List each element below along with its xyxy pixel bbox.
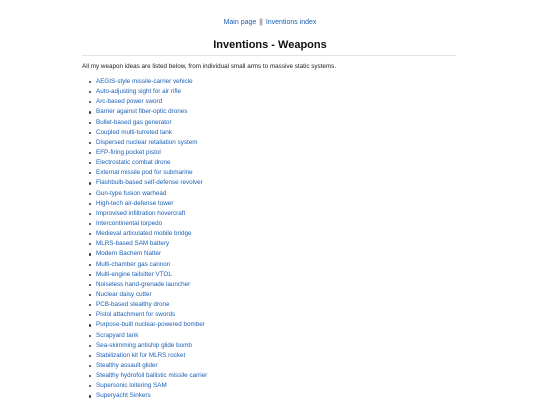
invention-link[interactable]: Dispersed nuclear retaliation system (96, 138, 198, 146)
bullet-icon (89, 111, 91, 113)
bullet-icon (89, 233, 91, 235)
invention-link[interactable]: Gun-type fusion warhead (96, 189, 167, 197)
bullet-icon (89, 385, 91, 387)
list-item (96, 107, 207, 117)
list-item (96, 189, 207, 199)
invention-link[interactable]: Supersonic loitering SAM (96, 382, 167, 390)
invention-link[interactable]: Medieval articulated mobile bridge (96, 230, 192, 238)
list-item (96, 280, 207, 290)
main-page-link[interactable]: Main page (223, 19, 257, 26)
list-item (96, 361, 207, 371)
list-item (96, 290, 207, 300)
bullet-icon (89, 193, 91, 195)
list-item (96, 391, 207, 401)
bullet-icon (89, 132, 91, 134)
list-item (96, 77, 207, 87)
weapons-list (86, 77, 207, 402)
invention-link[interactable]: Scrapyard tank (96, 331, 139, 339)
invention-link[interactable]: Sea-skimming antiship glide bomb (96, 341, 192, 349)
bullet-icon (89, 335, 91, 337)
bullet-icon (89, 152, 91, 154)
title-divider (82, 55, 456, 56)
list-item (96, 320, 207, 330)
invention-link[interactable]: Improvised infiltration hovercraft (96, 209, 186, 217)
list-item (96, 118, 207, 128)
list-item (96, 381, 207, 391)
list-item (96, 300, 207, 310)
bullet-icon (89, 324, 91, 326)
list-item (96, 260, 207, 270)
invention-link[interactable]: Multi-engine tailsitter VTOL (96, 270, 172, 278)
bullet-icon (89, 355, 91, 357)
bullet-icon (89, 345, 91, 347)
list-item (96, 229, 207, 239)
bullet-icon (89, 375, 91, 377)
bullet-icon (89, 223, 91, 225)
list-item (96, 87, 207, 97)
invention-link[interactable]: Barrier against fiber-optic drones (96, 108, 188, 116)
list-item (96, 249, 207, 259)
list-item (96, 97, 207, 107)
list-item (96, 219, 207, 229)
invention-link[interactable]: Nuclear daisy cutter (96, 290, 152, 298)
list-item (96, 209, 207, 219)
bullet-icon (89, 253, 91, 255)
list-item (96, 199, 207, 209)
bullet-icon (89, 243, 91, 245)
invention-link[interactable]: Electrostatic combat drone (96, 159, 171, 167)
list-item (96, 331, 207, 341)
top-navigation (0, 18, 540, 27)
list-item (96, 341, 207, 351)
bullet-icon (89, 365, 91, 367)
bullet-icon (89, 182, 91, 184)
invention-link[interactable]: Flashbulb-based self-defense revolver (96, 179, 203, 187)
bullet-icon (89, 294, 91, 296)
bullet-icon (89, 274, 91, 276)
invention-link[interactable]: Stabilization kit for MLRS rocket (96, 351, 186, 359)
invention-link[interactable]: Multi-chamber gas cannon (96, 260, 171, 268)
inventions-index-link[interactable]: Inventions index (265, 19, 317, 26)
list-item (96, 158, 207, 168)
list-item (96, 310, 207, 320)
bullet-icon (89, 142, 91, 144)
bullet-icon (89, 304, 91, 306)
invention-link[interactable]: Modern Bachem Natter (96, 250, 162, 258)
invention-link[interactable]: Bullet-based gas generator (96, 118, 172, 126)
invention-link[interactable]: EFP-firing pocket pistol (96, 148, 161, 156)
invention-link[interactable]: Superyacht Sinkers (96, 392, 151, 400)
list-item (96, 178, 207, 188)
bullet-icon (89, 284, 91, 286)
invention-link[interactable]: Intercontinental torpedo (96, 219, 163, 227)
page-title: Inventions - Weapons (213, 39, 327, 51)
list-item (96, 128, 207, 138)
bullet-icon (89, 264, 91, 266)
bullet-icon (89, 122, 91, 124)
bullet-icon (89, 101, 91, 103)
bullet-icon (89, 203, 91, 205)
bullet-icon (89, 172, 91, 174)
list-item (96, 371, 207, 381)
invention-link[interactable]: MLRS-based SAM battery (96, 240, 170, 248)
bullet-icon (89, 213, 91, 215)
invention-link[interactable]: Auto-adjusting sight for air rifle (96, 88, 182, 96)
invention-link[interactable]: Noiseless hand-grenade launcher (96, 280, 191, 288)
invention-link[interactable]: Purpose-built nuclear-powered bomber (96, 321, 205, 329)
list-item (96, 270, 207, 280)
invention-link[interactable]: Stealthy assault glider (96, 361, 158, 369)
invention-link[interactable]: Arc-based power sword (96, 98, 163, 106)
invention-link[interactable]: PCB-based stealthy drone (96, 301, 170, 309)
invention-link[interactable]: Stealthy hydrofoil ballistic missile carrier (96, 372, 208, 380)
list-item (96, 168, 207, 178)
invention-link[interactable]: Pistol attachment for swords (96, 311, 176, 319)
bullet-icon (89, 91, 91, 93)
nav-separator: || (259, 19, 263, 26)
invention-link[interactable]: AEGIS-style missile-carrier vehicle (96, 78, 193, 85)
invention-link[interactable]: Coupled multi-turreted tank (96, 128, 172, 136)
bullet-icon (89, 162, 91, 164)
list-item (96, 148, 207, 158)
list-item (96, 351, 207, 361)
list-item (96, 239, 207, 249)
invention-link[interactable]: External missile pod for submarine (96, 169, 193, 177)
bullet-icon (89, 81, 91, 83)
bullet-icon (89, 395, 91, 397)
list-item (96, 138, 207, 148)
invention-link[interactable]: High-tech air-defense tower (96, 199, 174, 207)
intro-text: All my weapon ideas are listed below, from individual small arms to massive static systems. (82, 63, 337, 70)
bullet-icon (89, 314, 91, 316)
